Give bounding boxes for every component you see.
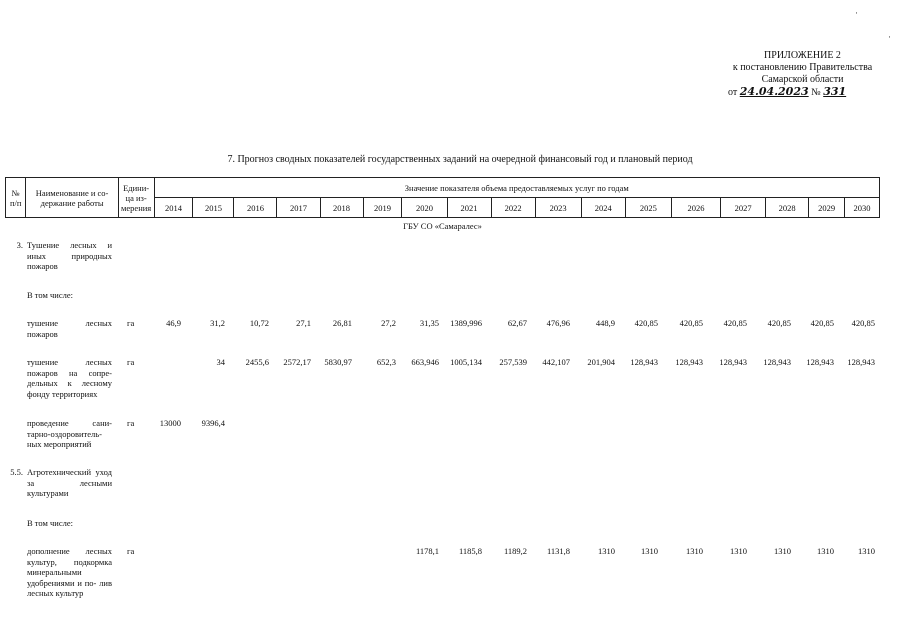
value-cell: 1189,2: [503, 546, 527, 556]
header-year: 2022: [491, 198, 535, 218]
value-cell: 2572,17: [283, 357, 311, 367]
scan-dot: ·: [888, 32, 891, 42]
page-title: 7. Прогноз сводных показателей государственных заданий на очередной финансовый год и плановый период: [227, 154, 693, 165]
value-cell: 652,3: [376, 357, 396, 367]
value-cell: 128,943: [847, 357, 875, 367]
row-unit: га: [127, 318, 135, 328]
value-cell: 62,67: [507, 318, 527, 328]
value-cell: 420,85: [723, 318, 747, 328]
value-cell: 420,85: [679, 318, 703, 328]
organization-name: ГБУ СО «Самаралес»: [403, 221, 482, 231]
header-year: 2023: [535, 198, 581, 218]
value-cell: 5830,97: [324, 357, 352, 367]
value-cell: 31,35: [419, 318, 439, 328]
header-year: 2026: [671, 198, 720, 218]
appendix-title: ПРИЛОЖЕНИЕ 2: [764, 50, 841, 61]
row-name: проведение сани- тарно-оздоровитель- ных мероприятий: [27, 418, 112, 449]
row-number: 3.: [16, 240, 23, 250]
row-name: В том числе:: [27, 518, 73, 528]
value-cell: 26,81: [332, 318, 352, 328]
value-cell: 2455,6: [245, 357, 269, 367]
value-cell: 10,72: [249, 318, 269, 328]
row-name: тушение лесных пожаров: [27, 318, 112, 339]
appendix-date-line: [700, 86, 905, 99]
handwritten-date: 24.04.2023: [739, 85, 809, 98]
header-year: 2030: [845, 198, 880, 218]
header-year: 2024: [581, 198, 625, 218]
header-year: 2019: [363, 198, 402, 218]
header-year: 2014: [154, 198, 193, 218]
value-cell: 31,2: [210, 318, 225, 328]
value-cell: 1310: [598, 546, 615, 556]
value-cell: 128,943: [763, 357, 791, 367]
row-name: дополнение лесных культур, подкормка минеральными удобрениями и по- лив лесных культур: [27, 546, 112, 598]
value-cell: 1131,8: [546, 546, 570, 556]
value-cell: 128,943: [719, 357, 747, 367]
header-name: Наименование и со- держание работы: [26, 178, 118, 218]
header-year: 2029: [809, 198, 845, 218]
value-cell: 1005,134: [450, 357, 482, 367]
value-cell: 1310: [774, 546, 791, 556]
header-year: 2027: [721, 198, 766, 218]
row-name: Тушение лесных и иных природных пожаров: [27, 240, 112, 271]
value-cell: 420,85: [810, 318, 834, 328]
number-prefix: №: [811, 87, 821, 98]
value-cell: 476,96: [546, 318, 570, 328]
value-cell: 27,2: [381, 318, 396, 328]
value-cell: 448,9: [595, 318, 615, 328]
value-cell: 27,1: [296, 318, 311, 328]
forecast-table-header: [5, 177, 880, 233]
value-cell: 1310: [686, 546, 703, 556]
value-cell: 13000: [159, 418, 181, 428]
appendix-line-3: Самарской области: [761, 74, 844, 85]
value-cell: 420,85: [851, 318, 875, 328]
value-cell: 1310: [641, 546, 658, 556]
value-cell: 1178,1: [415, 546, 439, 556]
appendix-line-2: к постановлению Правительства: [732, 62, 873, 73]
header-year: 2025: [625, 198, 671, 218]
header-year: 2028: [766, 198, 809, 218]
handwritten-number: 331: [823, 85, 847, 98]
value-cell: 1310: [858, 546, 875, 556]
header-year: 2015: [193, 198, 234, 218]
row-name: В том числе:: [27, 290, 73, 300]
header-year: 2020: [402, 198, 447, 218]
value-cell: 1310: [730, 546, 747, 556]
date-prefix: от: [728, 87, 738, 98]
row-unit: га: [127, 418, 135, 428]
value-cell: 201,904: [587, 357, 615, 367]
header-year: 2016: [234, 198, 277, 218]
scan-dot: ·: [855, 8, 858, 18]
header-year: 2021: [447, 198, 491, 218]
value-cell: 663,946: [411, 357, 439, 367]
value-cell: 257,539: [499, 357, 527, 367]
value-cell: 420,85: [767, 318, 791, 328]
value-cell: 1310: [817, 546, 834, 556]
value-cell: 442,107: [542, 357, 570, 367]
row-name: тушение лесных пожаров на сопре- дельных к лесному фонду территориях: [27, 357, 112, 399]
header-year: 2018: [320, 198, 363, 218]
row-number: 5.5.: [10, 467, 23, 477]
row-name: Агротехнический уход за лесными культурами: [27, 467, 112, 498]
header-year: 2017: [277, 198, 320, 218]
row-unit: га: [127, 357, 135, 367]
value-cell: 9396,4: [201, 418, 225, 428]
value-cell: 1185,8: [458, 546, 482, 556]
header-num: № п/п: [6, 178, 26, 218]
value-cell: 128,943: [675, 357, 703, 367]
appendix-block: [700, 50, 905, 99]
value-cell: 46,9: [166, 318, 181, 328]
value-cell: 128,943: [630, 357, 658, 367]
value-cell: 1389,996: [450, 318, 482, 328]
value-cell: 420,85: [634, 318, 658, 328]
value-cell: 128,943: [806, 357, 834, 367]
header-group: Значение показателя объема предоставляемых услуг по годам: [154, 178, 879, 198]
header-unit: Едини- ца из- мерения: [118, 178, 154, 218]
row-unit: га: [127, 546, 135, 556]
value-cell: 34: [216, 357, 225, 367]
